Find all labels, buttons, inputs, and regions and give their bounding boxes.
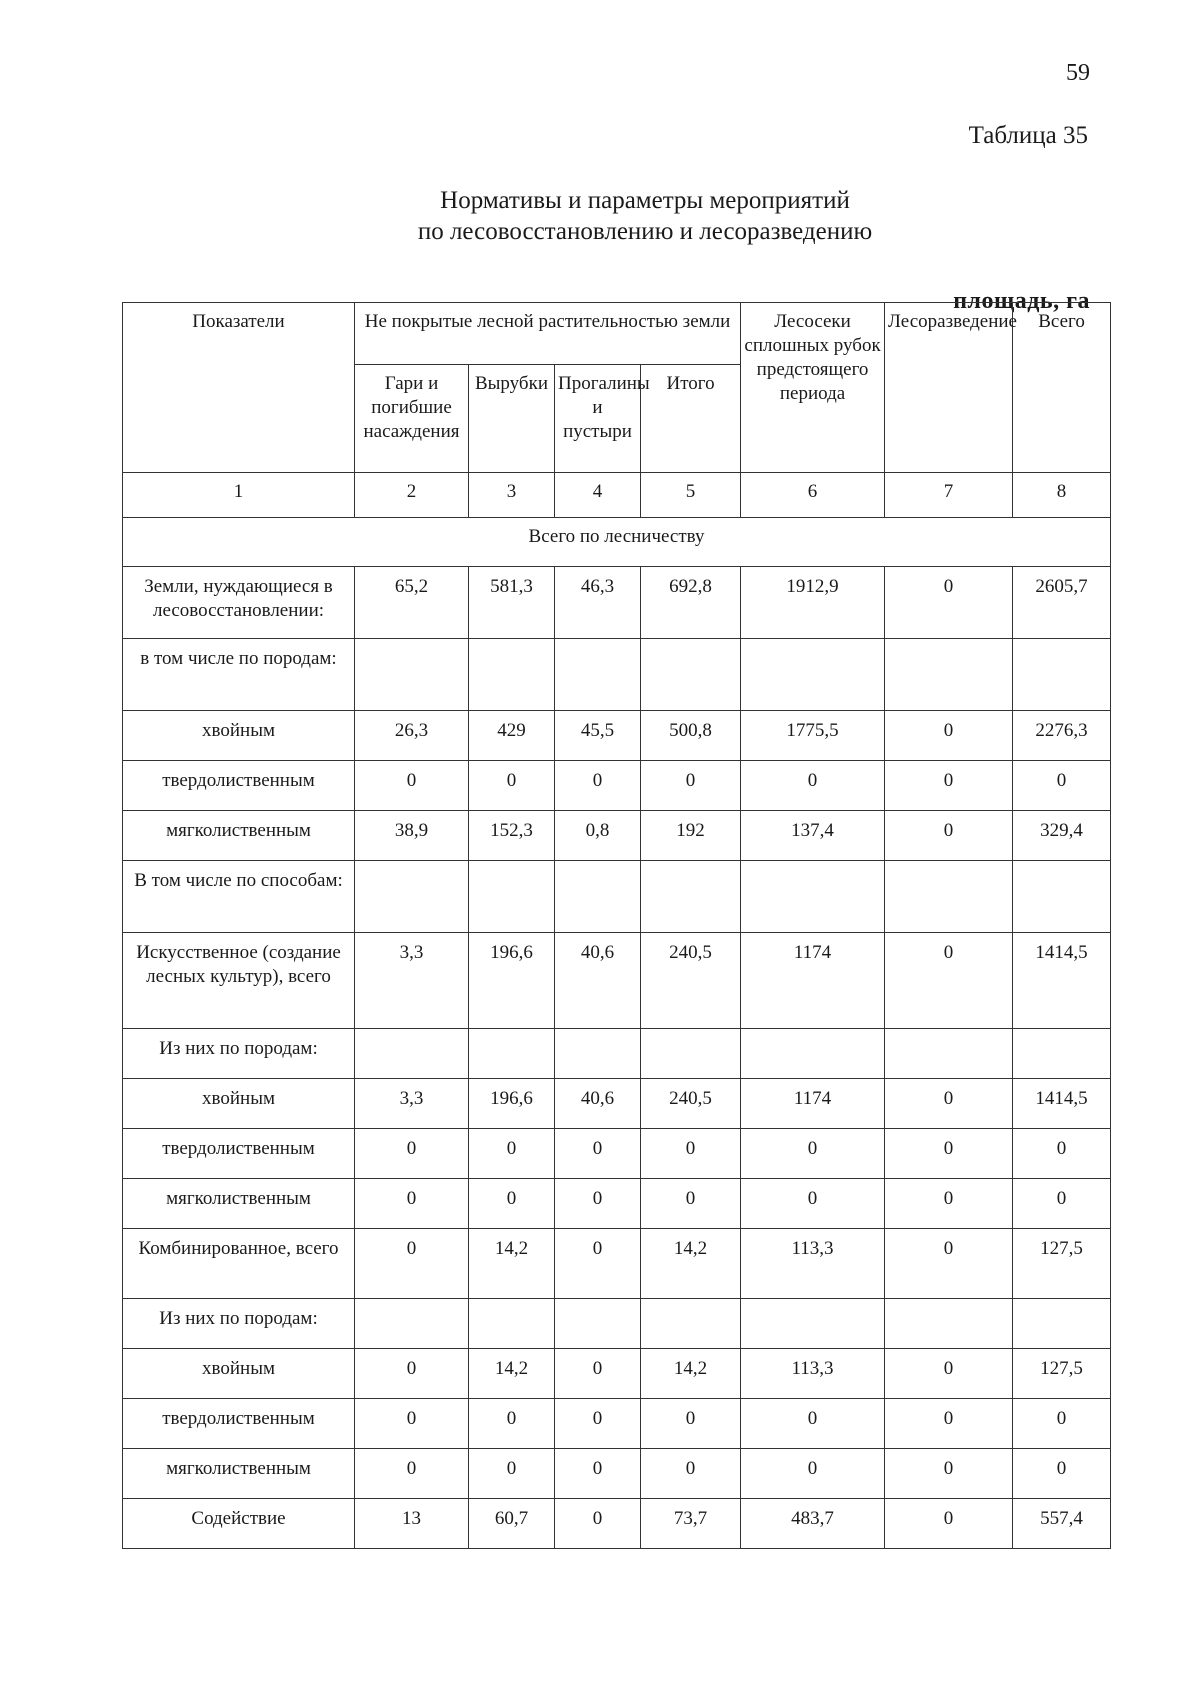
cell-value: 0 bbox=[355, 1179, 469, 1229]
cell-value: 0 bbox=[555, 1449, 641, 1499]
cell-value: 45,5 bbox=[555, 711, 641, 761]
header-clearcuts: Вырубки bbox=[469, 365, 555, 473]
cell-value: 46,3 bbox=[555, 567, 641, 639]
row-label: мягколиственным bbox=[123, 1179, 355, 1229]
cell-value: 0 bbox=[355, 1449, 469, 1499]
cell-value bbox=[885, 639, 1013, 711]
cell-value bbox=[641, 861, 741, 933]
cell-value bbox=[355, 1299, 469, 1349]
cell-value: 0 bbox=[885, 1449, 1013, 1499]
cell-value: 0 bbox=[885, 933, 1013, 1029]
cell-value: 14,2 bbox=[469, 1229, 555, 1299]
cell-value: 3,3 bbox=[355, 933, 469, 1029]
table-row bbox=[123, 1299, 1111, 1349]
cell-value: 692,8 bbox=[641, 567, 741, 639]
header-total: Всего bbox=[1013, 303, 1111, 473]
cell-value bbox=[555, 1029, 641, 1079]
cell-value: 0 bbox=[355, 1129, 469, 1179]
cell-value bbox=[555, 861, 641, 933]
cell-value: 0 bbox=[741, 1399, 885, 1449]
table-row bbox=[123, 1449, 1111, 1499]
cell-value: 0 bbox=[641, 1399, 741, 1449]
header-burned: Гари и погибшие насаждения bbox=[355, 365, 469, 473]
table-row bbox=[123, 1229, 1111, 1299]
page-number: 59 bbox=[1066, 60, 1090, 86]
title-line-2: по лесовосстановлению и лесоразведению bbox=[417, 218, 873, 245]
cell-value bbox=[741, 639, 885, 711]
cell-value bbox=[469, 639, 555, 711]
table-row bbox=[123, 861, 1111, 933]
cell-value bbox=[1013, 639, 1111, 711]
cell-value: 0 bbox=[555, 1179, 641, 1229]
cell-value: 581,3 bbox=[469, 567, 555, 639]
cell-value: 0 bbox=[885, 1499, 1013, 1549]
cell-value: 3,3 bbox=[355, 1079, 469, 1129]
units-label: площадь, га bbox=[953, 288, 1090, 314]
cell-value: 14,2 bbox=[469, 1349, 555, 1399]
cell-value: 0 bbox=[641, 1449, 741, 1499]
cell-value: 0 bbox=[555, 1129, 641, 1179]
cell-value bbox=[885, 1029, 1013, 1079]
cell-value: 0 bbox=[1013, 761, 1111, 811]
cell-value: 0 bbox=[555, 1499, 641, 1549]
cell-value bbox=[641, 639, 741, 711]
cell-value: 1414,5 bbox=[1013, 933, 1111, 1029]
table-row bbox=[123, 1029, 1111, 1079]
row-label: Искусственное (создание лесных культур), всего bbox=[123, 933, 355, 1029]
cell-value: 329,4 bbox=[1013, 811, 1111, 861]
cell-value: 40,6 bbox=[555, 1079, 641, 1129]
column-number: 3 bbox=[469, 473, 555, 518]
table-row bbox=[123, 1079, 1111, 1129]
cell-value: 152,3 bbox=[469, 811, 555, 861]
table-row bbox=[123, 761, 1111, 811]
column-number: 6 bbox=[741, 473, 885, 518]
cell-value: 0 bbox=[555, 1349, 641, 1399]
row-label: мягколиственным bbox=[123, 1449, 355, 1499]
cell-value: 483,7 bbox=[741, 1499, 885, 1549]
row-label: твердолиственным bbox=[123, 1399, 355, 1449]
column-number: 5 bbox=[641, 473, 741, 518]
cell-value: 0 bbox=[885, 761, 1013, 811]
cell-value: 113,3 bbox=[741, 1349, 885, 1399]
cell-value: 0,8 bbox=[555, 811, 641, 861]
cell-value: 0 bbox=[469, 761, 555, 811]
row-label: хвойным bbox=[123, 1079, 355, 1129]
table-row bbox=[123, 1499, 1111, 1549]
cell-value: 2605,7 bbox=[1013, 567, 1111, 639]
cell-value: 196,6 bbox=[469, 1079, 555, 1129]
cell-value bbox=[355, 639, 469, 711]
cell-value: 40,6 bbox=[555, 933, 641, 1029]
cell-value: 0 bbox=[355, 761, 469, 811]
row-label: Содействие bbox=[123, 1499, 355, 1549]
cell-value: 0 bbox=[555, 1399, 641, 1449]
cell-value: 65,2 bbox=[355, 567, 469, 639]
cell-value: 0 bbox=[741, 1129, 885, 1179]
row-label: Комбинированное, всего bbox=[123, 1229, 355, 1299]
cell-value: 196,6 bbox=[469, 933, 555, 1029]
header-subtotal: Итого bbox=[641, 365, 741, 473]
cell-value: 0 bbox=[641, 761, 741, 811]
cell-value: 1414,5 bbox=[1013, 1079, 1111, 1129]
table-row bbox=[123, 1399, 1111, 1449]
cell-value: 240,5 bbox=[641, 933, 741, 1029]
cell-value: 1775,5 bbox=[741, 711, 885, 761]
cell-value bbox=[469, 861, 555, 933]
cell-value: 1912,9 bbox=[741, 567, 885, 639]
cell-value bbox=[555, 639, 641, 711]
table-row bbox=[123, 1349, 1111, 1399]
section-title: Всего по лесничеству bbox=[123, 518, 1111, 567]
cell-value: 0 bbox=[1013, 1179, 1111, 1229]
header-row-1 bbox=[123, 303, 1111, 365]
column-number: 8 bbox=[1013, 473, 1111, 518]
column-numbers-row bbox=[123, 473, 1111, 518]
cell-value: 557,4 bbox=[1013, 1499, 1111, 1549]
table-row bbox=[123, 639, 1111, 711]
cell-value: 0 bbox=[1013, 1399, 1111, 1449]
cell-value: 192 bbox=[641, 811, 741, 861]
header-logging-sites: Лесосеки сплошных рубок предстоящего периода bbox=[741, 303, 885, 473]
cell-value: 0 bbox=[1013, 1449, 1111, 1499]
cell-value: 0 bbox=[885, 811, 1013, 861]
cell-value: 13 bbox=[355, 1499, 469, 1549]
cell-value: 1174 bbox=[741, 933, 885, 1029]
cell-value: 0 bbox=[885, 1129, 1013, 1179]
cell-value: 0 bbox=[641, 1129, 741, 1179]
cell-value: 0 bbox=[885, 711, 1013, 761]
row-label: мягколиственным bbox=[123, 811, 355, 861]
cell-value: 0 bbox=[885, 1229, 1013, 1299]
cell-value bbox=[741, 861, 885, 933]
column-number: 2 bbox=[355, 473, 469, 518]
table-row bbox=[123, 1179, 1111, 1229]
cell-value bbox=[741, 1029, 885, 1079]
cell-value bbox=[469, 1029, 555, 1079]
cell-value: 127,5 bbox=[1013, 1229, 1111, 1299]
table-row bbox=[123, 933, 1111, 1029]
cell-value: 38,9 bbox=[355, 811, 469, 861]
cell-value: 0 bbox=[885, 1079, 1013, 1129]
cell-value: 0 bbox=[555, 1229, 641, 1299]
cell-value: 137,4 bbox=[741, 811, 885, 861]
row-label: Земли, нуждающиеся в лесовосстановлении: bbox=[123, 567, 355, 639]
cell-value: 0 bbox=[885, 1399, 1013, 1449]
cell-value bbox=[1013, 1299, 1111, 1349]
cell-value: 0 bbox=[641, 1179, 741, 1229]
cell-value: 0 bbox=[741, 1179, 885, 1229]
cell-value: 240,5 bbox=[641, 1079, 741, 1129]
cell-value bbox=[641, 1029, 741, 1079]
table-row bbox=[123, 567, 1111, 639]
cell-value bbox=[355, 861, 469, 933]
title-line-1: Нормативы и параметры мероприятий bbox=[440, 187, 850, 214]
cell-value: 0 bbox=[885, 567, 1013, 639]
cell-value: 2276,3 bbox=[1013, 711, 1111, 761]
cell-value: 0 bbox=[741, 1449, 885, 1499]
cell-value bbox=[355, 1029, 469, 1079]
cell-value: 0 bbox=[355, 1349, 469, 1399]
cell-value bbox=[469, 1299, 555, 1349]
cell-value bbox=[641, 1299, 741, 1349]
cell-value: 26,3 bbox=[355, 711, 469, 761]
cell-value bbox=[555, 1299, 641, 1349]
cell-value: 0 bbox=[469, 1129, 555, 1179]
cell-value bbox=[1013, 861, 1111, 933]
column-number: 4 bbox=[555, 473, 641, 518]
column-number: 7 bbox=[885, 473, 1013, 518]
cell-value: 0 bbox=[885, 1179, 1013, 1229]
cell-value bbox=[1013, 1029, 1111, 1079]
cell-value bbox=[885, 1299, 1013, 1349]
cell-value: 0 bbox=[741, 761, 885, 811]
row-label: твердолиственным bbox=[123, 761, 355, 811]
header-glades: Прогалины и пустыри bbox=[555, 365, 641, 473]
row-label: хвойным bbox=[123, 1349, 355, 1399]
header-indicators: Показатели bbox=[123, 303, 355, 473]
row-label: в том числе по породам: bbox=[123, 639, 355, 711]
cell-value: 73,7 bbox=[641, 1499, 741, 1549]
cell-value: 14,2 bbox=[641, 1349, 741, 1399]
table-row bbox=[123, 1129, 1111, 1179]
cell-value: 60,7 bbox=[469, 1499, 555, 1549]
cell-value: 0 bbox=[355, 1229, 469, 1299]
cell-value: 0 bbox=[469, 1449, 555, 1499]
cell-value: 14,2 bbox=[641, 1229, 741, 1299]
row-label: твердолиственным bbox=[123, 1129, 355, 1179]
column-number: 1 bbox=[123, 473, 355, 518]
row-label: Из них по породам: bbox=[123, 1299, 355, 1349]
cell-value: 0 bbox=[469, 1179, 555, 1229]
row-label: хвойным bbox=[123, 711, 355, 761]
cell-value: 127,5 bbox=[1013, 1349, 1111, 1399]
section-row bbox=[123, 518, 1111, 567]
cell-value: 429 bbox=[469, 711, 555, 761]
cell-value: 0 bbox=[469, 1399, 555, 1449]
header-non-forested: Не покрытые лесной растительностью земли bbox=[355, 303, 741, 365]
cell-value: 0 bbox=[885, 1349, 1013, 1399]
cell-value bbox=[885, 861, 1013, 933]
document-title bbox=[0, 185, 1200, 247]
row-label: Из них по породам: bbox=[123, 1029, 355, 1079]
reforestation-norms-table bbox=[122, 302, 1111, 1549]
cell-value: 0 bbox=[355, 1399, 469, 1449]
table-label: Таблица 35 bbox=[968, 122, 1088, 149]
table-row bbox=[123, 811, 1111, 861]
cell-value: 0 bbox=[1013, 1129, 1111, 1179]
table-row bbox=[123, 711, 1111, 761]
cell-value: 0 bbox=[555, 761, 641, 811]
cell-value bbox=[741, 1299, 885, 1349]
cell-value: 500,8 bbox=[641, 711, 741, 761]
cell-value: 113,3 bbox=[741, 1229, 885, 1299]
row-label: В том числе по способам: bbox=[123, 861, 355, 933]
cell-value: 1174 bbox=[741, 1079, 885, 1129]
header-afforestation: Лесоразведение bbox=[885, 303, 1013, 473]
